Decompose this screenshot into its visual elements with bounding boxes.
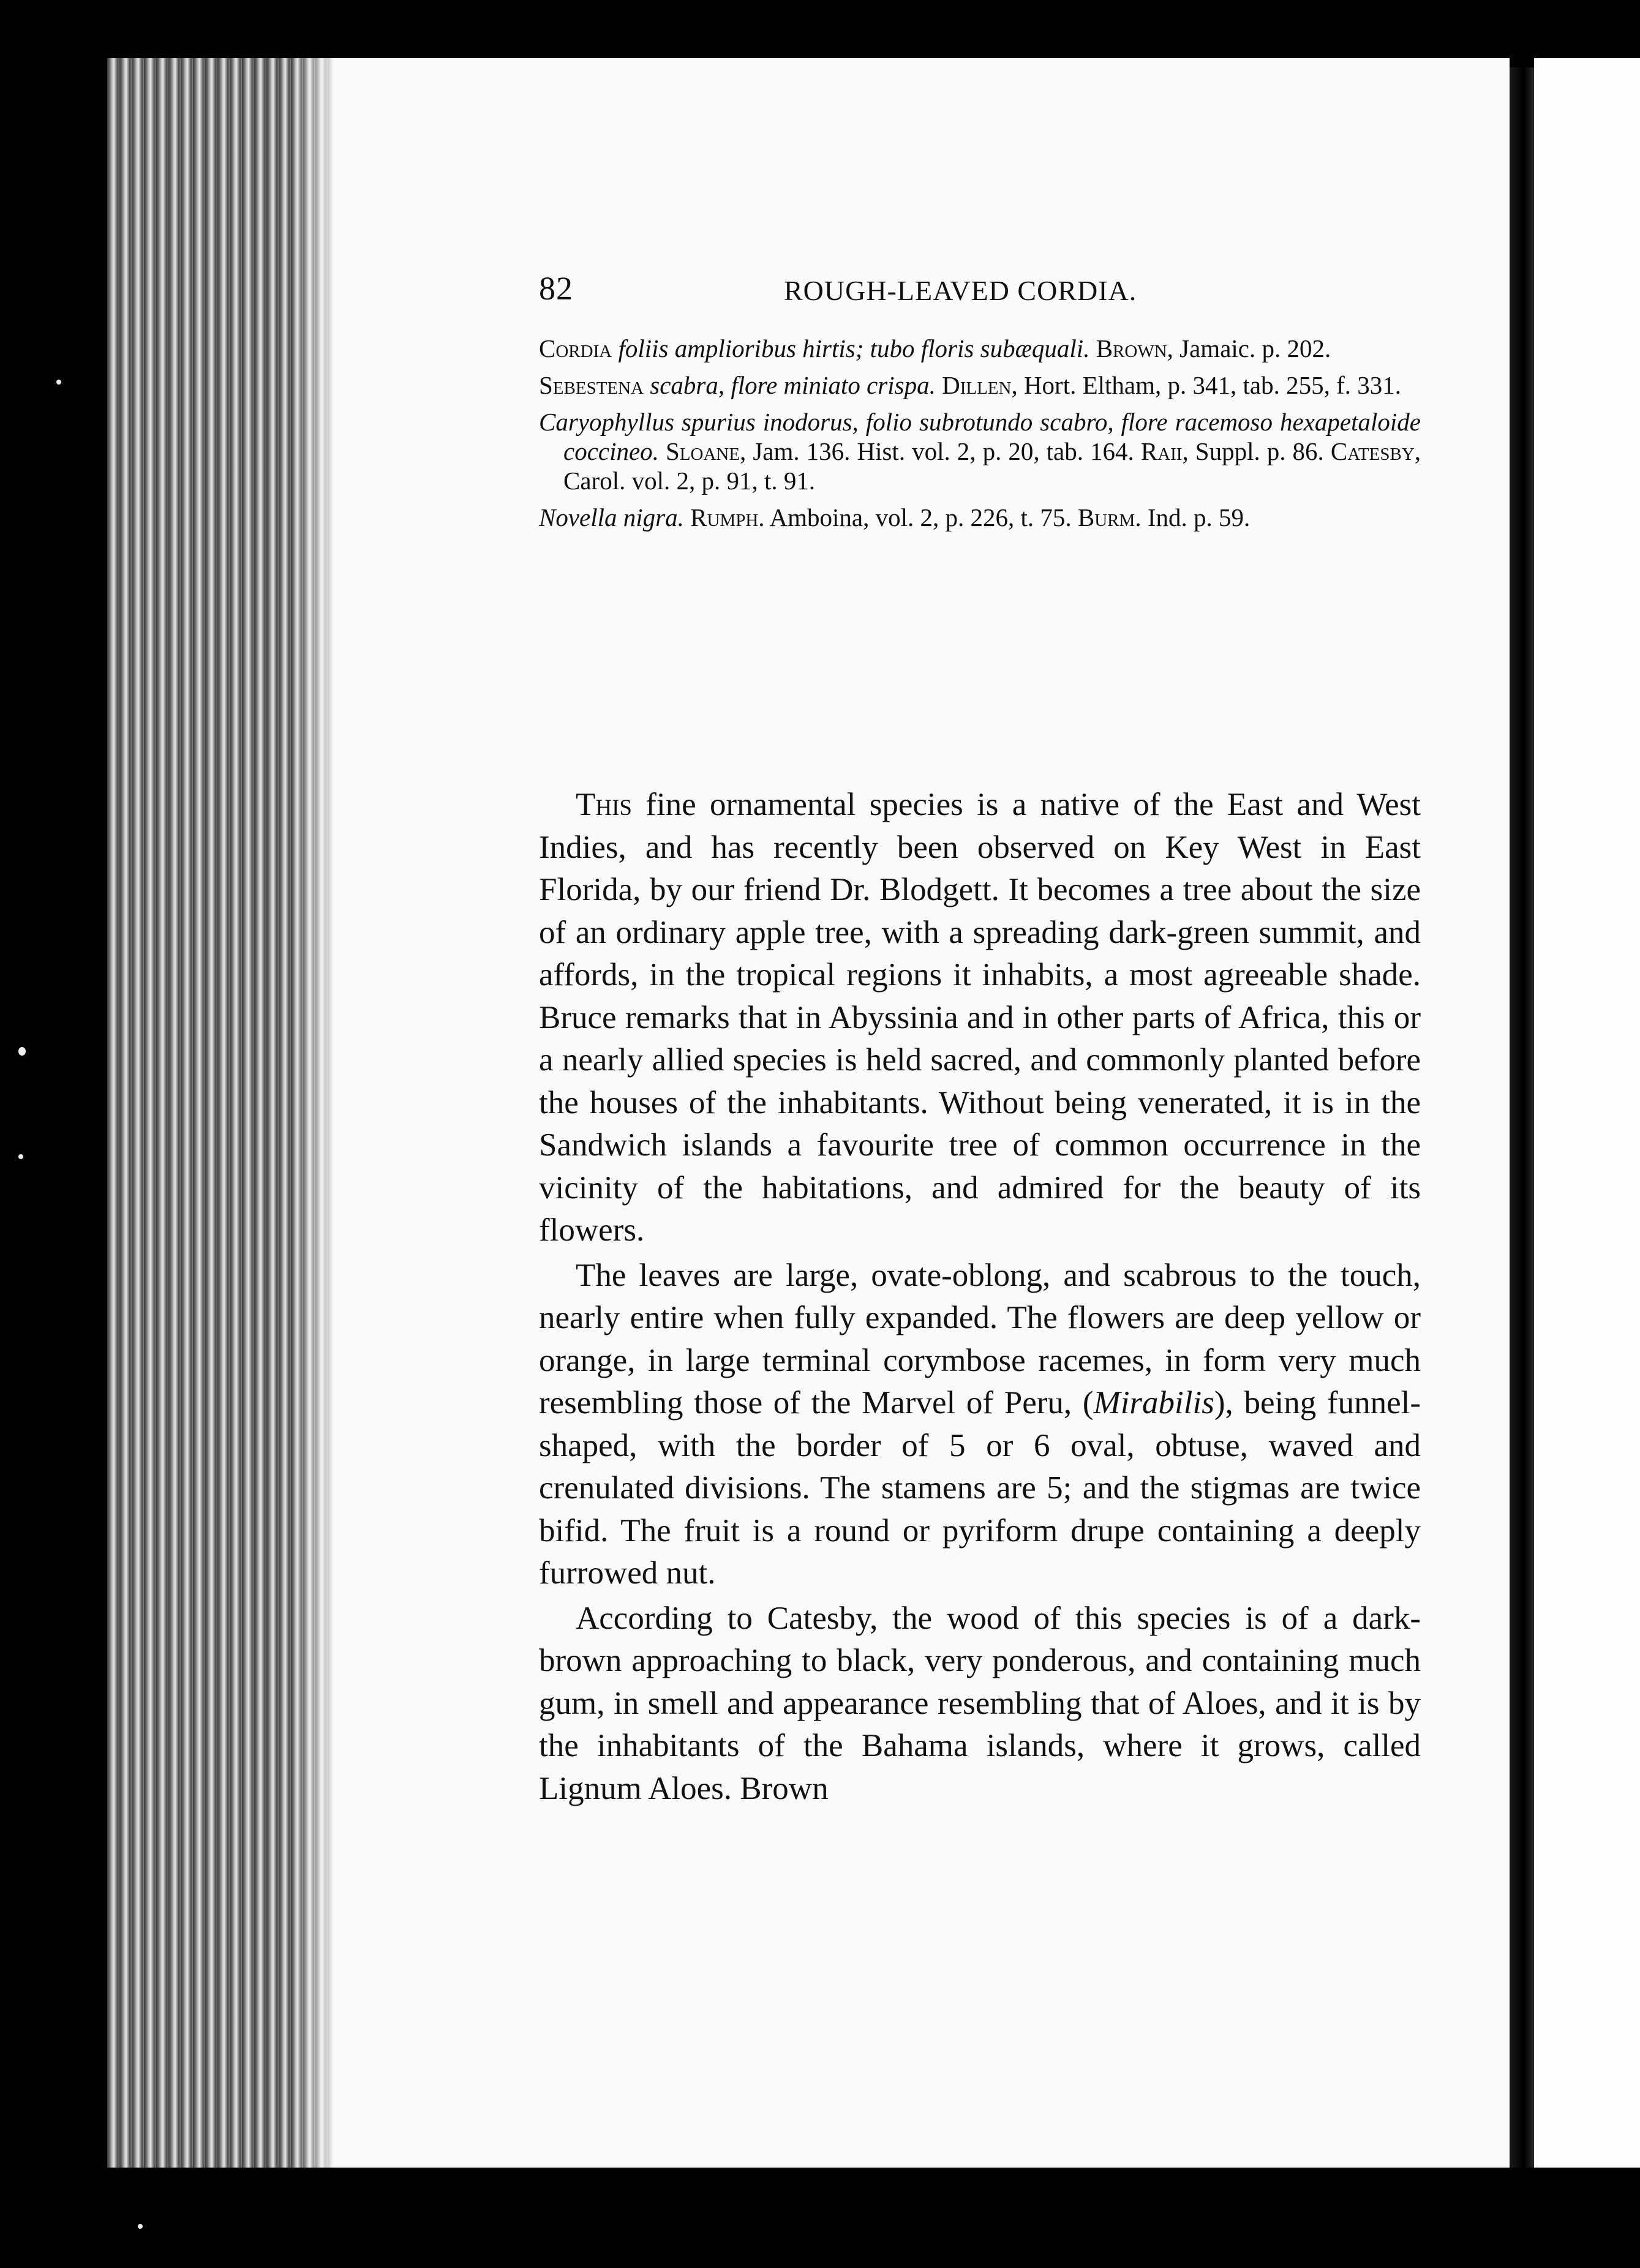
synonym-reference: . Amboina, vol. 2, p. 226, t. 75. <box>758 503 1072 531</box>
paragraph-text: According to Catesby, the wood of this species is of a dark-brown approaching to black, very ponderous, and containing much gum, in smell and appearance resembling that of Aloes, and it is by the inhabitants of the Bahama islands, where it grows, called Lignum Aloes. Brown <box>539 1600 1421 1806</box>
scan-speck <box>138 2224 143 2229</box>
synonym-genus: Sebestena <box>539 371 644 399</box>
synonym-authority: Sloane <box>665 437 740 465</box>
paragraph-italic: Mirabilis <box>1093 1385 1214 1421</box>
synonym-description: scabra, flore miniato crispa. <box>650 371 936 399</box>
synonym-reference: , Jamaic. p. 202. <box>1167 334 1331 362</box>
synonym-description: Caryophyllus spurius inodorus, folio subrotundo scabro, flore racemoso hexapetaloide coccineo. <box>539 408 1421 465</box>
synonym-reference: , Carol. vol. 2, p. 91, t. 91. <box>563 437 1421 495</box>
book-scan <box>107 58 1534 2168</box>
paragraph <box>539 1598 1421 1811</box>
facing-page-edge <box>1534 58 1640 2168</box>
synonym-reference: , Jam. 136. Hist. vol. 2, p. 20, tab. 164. <box>740 437 1134 465</box>
synonym-reference: . Ind. p. 59. <box>1135 503 1251 531</box>
synonym-list <box>539 334 1421 539</box>
synonym-reference: , Suppl. p. 86. <box>1182 437 1324 465</box>
synonym-authority: Burm <box>1077 503 1135 531</box>
synonym-authority: Raii <box>1140 437 1183 465</box>
synonym-description: foliis amplioribus hirtis; tubo floris subæquali. <box>618 334 1090 362</box>
page-number: 82 <box>539 270 573 307</box>
scan-speck <box>56 380 61 385</box>
book-page <box>334 58 1510 2168</box>
scan-speck <box>18 1047 26 1056</box>
synonym-reference: , Hort. Eltham, p. 341, tab. 255, f. 331. <box>1011 371 1402 399</box>
paragraph-text: fine ornamental species is a native of the East and West Indies, and has recently been observed on Key West in East Florida, by our friend Dr. Blodgett. It becomes a tree about the size of an ordinary apple tree, with a spreading dark-green summit, and affords, in the tropical regions it inhabits, a most agreeable shade. Bruce remarks that in Abyssinia and in other parts of Africa, this or a nearly allied species is held sacred, and commonly planted before the houses of the inhabitants. Without being venerated, it is in the Sandwich islands a favourite tree of common occurrence in the vicinity of the habitations, and admired for the beauty of its flowers. <box>539 787 1421 1248</box>
synonym-authority: Rumph <box>690 503 759 531</box>
synonym-genus: Cordia <box>539 334 612 362</box>
synonym-entry <box>539 503 1421 532</box>
scan-speck <box>18 1154 23 1159</box>
body-text <box>539 784 1421 1810</box>
synonym-authority: Brown <box>1096 334 1167 362</box>
paragraph-text: ), being funnel-shaped, with the border of 5 or 6 oval, obtuse, waved and crenulated divisions. The stamens are 5; and the stigmas are twice bifid. The fruit is a round or pyriform drupe containing a deeply furrowed nut. <box>539 1385 1421 1591</box>
page-header <box>539 269 1421 318</box>
paragraph-text: The leaves are large, ovate-oblong, and scabrous to the touch, nearly entire when fully expanded. The flowers are deep yellow or orange, in large terminal corymbose racemes, in form very much resembling those of the Marvel of Peru, ( <box>539 1257 1421 1421</box>
page-edges <box>107 58 334 2168</box>
page-gutter-shadow <box>1510 67 1534 2168</box>
running-title: ROUGH-LEAVED CORDIA. <box>784 275 1137 306</box>
synonym-authority: Catesby <box>1330 437 1415 465</box>
paragraph <box>539 1255 1421 1595</box>
synonym-authority: Dillen <box>942 371 1012 399</box>
synonym-entry <box>539 370 1421 400</box>
synonym-entry <box>539 407 1421 495</box>
paragraph-lead: This <box>576 787 632 822</box>
synonym-description: Novella nigra. <box>539 503 684 531</box>
synonym-entry <box>539 334 1421 363</box>
paragraph <box>539 784 1421 1252</box>
